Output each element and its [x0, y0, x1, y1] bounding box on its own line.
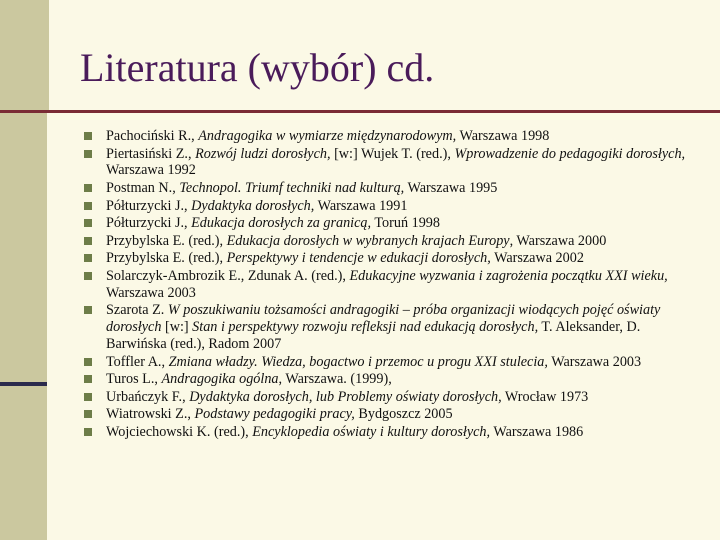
reference-item [84, 215, 696, 232]
title-side-rule [47, 0, 49, 110]
reference-item [84, 371, 696, 388]
reference-text: Turos L., [106, 371, 162, 388]
reference-text: Warszawa 2002 [490, 250, 584, 267]
reference-text: Półturzycki J., [106, 197, 192, 214]
reference-item [84, 354, 696, 371]
square-bullet-icon [84, 428, 92, 436]
reference-text: Solarczyk-Ambrozik E., Zdunak A. (red.), [106, 267, 350, 284]
square-bullet-icon [84, 132, 92, 140]
reference-text: Wojciechowski K. (red.), [106, 423, 253, 440]
reference-title-text: Edukacja dorosłych za granicą, [191, 215, 372, 232]
reference-title-text: Stan i perspektywy rozwoju refleksji nad edukacją dorosłych, [192, 319, 539, 336]
reference-title-text: W poszukiwaniu tożsamości andragogiki – próba organizacji wiodących pojęć oświaty dorosłych [106, 302, 661, 336]
reference-text: Postman N., [106, 179, 180, 196]
square-bullet-icon [84, 219, 92, 227]
reference-title-text: Andragogika ogólna [161, 371, 279, 388]
reference-text: Urbańczyk F., [106, 388, 190, 405]
reference-text: Warszawa 1998 [456, 128, 550, 144]
reference-text: Warszawa 1986 [490, 423, 584, 440]
reference-text: Warszawa 1995 [404, 179, 498, 196]
reference-title-text: Andragogika w wymiarze międzynarodowym, [198, 128, 457, 144]
reference-title-text: Technopol. Triumf techniki nad kulturą, [179, 179, 405, 196]
reference-text: Wiatrowski Z., [106, 406, 195, 423]
reference-text: Toffler A., [106, 353, 169, 370]
reference-title-text: Encyklopedia oświaty i kultury dorosłych, [252, 423, 491, 440]
reference-text: Toruń 1998 [371, 215, 440, 232]
reference-title-text: Dydaktyka dorosłych, [191, 197, 315, 214]
square-bullet-icon [84, 358, 92, 366]
reference-item [84, 389, 696, 406]
reference-text: [w:] [161, 319, 193, 336]
reference-text: Bydgoszcz 2005 [354, 406, 453, 423]
reference-item [84, 198, 696, 215]
reference-item [84, 233, 696, 250]
reference-item [84, 406, 696, 423]
square-bullet-icon [84, 184, 92, 192]
reference-text: Przybylska E. (red.), [106, 250, 227, 267]
reference-text: Warszawa 2003 [106, 284, 196, 301]
reference-title-text: Dydaktyka dorosłych, lub Problemy oświaty dorosłych, [189, 388, 502, 405]
reference-item [84, 268, 696, 302]
reference-text: Warszawa 1992 [106, 162, 196, 179]
title-underline-rule [0, 110, 720, 113]
reference-text: Pachociński R., [106, 128, 199, 144]
reference-list [84, 128, 696, 442]
reference-text: Piertasiński Z., [106, 145, 196, 162]
reference-item [84, 302, 696, 352]
reference-text: Szarota Z. [106, 302, 168, 319]
square-bullet-icon [84, 375, 92, 383]
reference-title-text: Wprowadzenie do pedagogiki dorosłych, [454, 145, 686, 162]
left-decorative-bar [0, 0, 47, 540]
reference-item [84, 146, 696, 180]
reference-text: , Warszawa 2000 [509, 232, 607, 249]
square-bullet-icon [84, 272, 92, 280]
reference-text: Warszawa 2003 [547, 353, 642, 370]
reference-item [84, 128, 696, 145]
page-title: Literatura (wybór) cd. [80, 45, 435, 90]
reference-item [84, 180, 696, 197]
reference-title-text: Rozwój ludzi dorosłych, [195, 145, 331, 162]
reference-title-text: Edukacja dorosłych w wybranych krajach Europy [226, 232, 510, 249]
reference-text: Półturzycki J., [106, 215, 192, 232]
reference-item [84, 250, 696, 267]
reference-text: Wrocław 1973 [501, 388, 589, 405]
square-bullet-icon [84, 254, 92, 262]
reference-text: Warszawa 1991 [314, 197, 408, 214]
reference-text: , Warszawa. (1999), [278, 371, 392, 388]
square-bullet-icon [84, 393, 92, 401]
reference-text: [w:] Wujek T. (red.), [330, 145, 455, 162]
square-bullet-icon [84, 150, 92, 158]
reference-title-text: Edukacyjne wyzwania i zagrożenia początku XXI wieku, [349, 267, 668, 284]
reference-item [84, 424, 696, 441]
square-bullet-icon [84, 410, 92, 418]
reference-title-text: Perspektywy i tendencje w edukacji dorosłych, [226, 250, 491, 267]
reference-title-text: Zmiana władzy. Wiedza, bogactwo i przemoc u progu XXI stulecia, [168, 353, 548, 370]
reference-title-text: Podstawy pedagogiki pracy, [194, 406, 355, 423]
square-bullet-icon [84, 237, 92, 245]
reference-text: T. Aleksander, D. Barwińska (red.), Radom 2007 [106, 319, 641, 352]
side-accent-mark [0, 382, 47, 386]
reference-text: Przybylska E. (red.), [106, 232, 227, 249]
square-bullet-icon [84, 202, 92, 210]
square-bullet-icon [84, 306, 92, 314]
